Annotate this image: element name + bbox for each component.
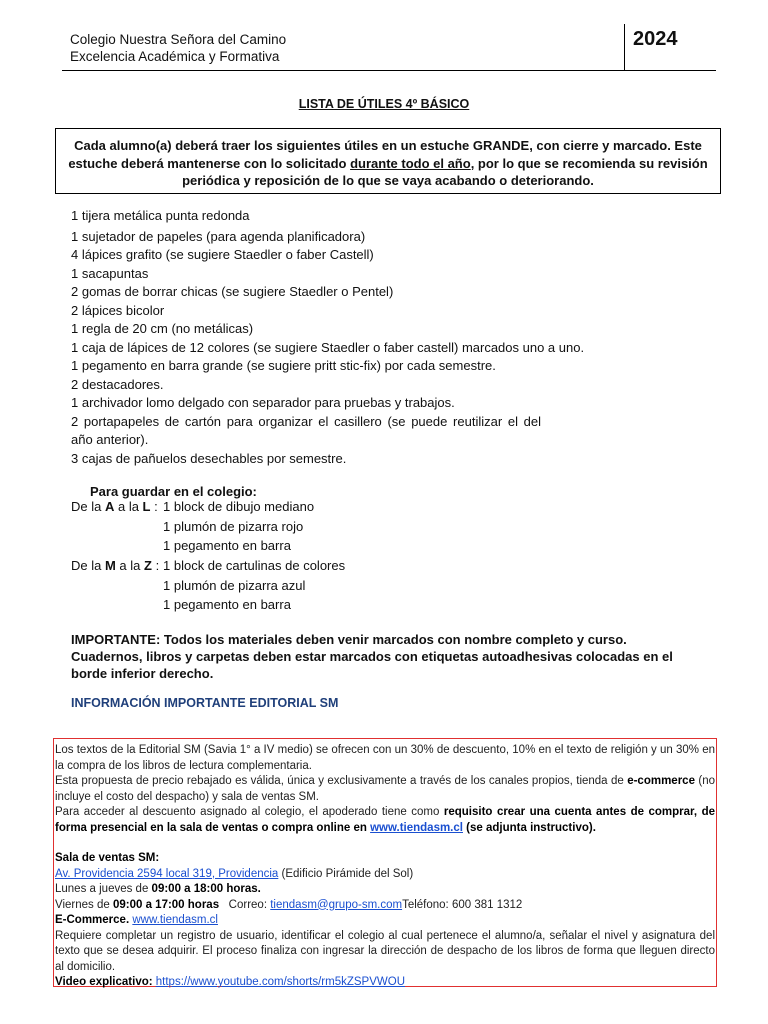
text: Lunes a jueves de: [55, 883, 152, 895]
intro-text-part2: , por lo que se recomienda su revisión periódica y reposición de lo que se vaya acabando o deteriorando.: [182, 155, 708, 188]
text-bold: 09:00 a 17:00 horas: [112, 898, 220, 911]
text: Para acceder al descuento asignado al colegio, el apoderado tiene como: [55, 806, 444, 818]
list-item: 1 sacapuntas: [71, 265, 149, 281]
phone-text: Teléfono: 600 381 1312: [402, 898, 523, 911]
intro-text-part1: Cada alumno(a) deberá traer los siguientes útiles en un estuche GRANDE, con cierre y marcado. Este estuche deberá mantenerse con lo solicitado: [68, 138, 702, 171]
storage-title: Para guardar en el colegio:: [90, 484, 257, 499]
header-divider: [62, 70, 716, 71]
sales-room-title: Sala de ventas SM:: [55, 852, 160, 864]
intro-text-underlined: durante todo el año: [350, 155, 471, 171]
important-notice: [71, 631, 711, 682]
editorial-paragraph-channels: [55, 774, 715, 805]
important-line2: Cuadernos, libros y carpetas deben estar marcados con etiquetas autoadhesivas colocadas en el borde inferior derecho.: [71, 649, 673, 681]
list-item: 1 pegamento en barra grande (se sugiere pritt stic-fix) por cada semestre.: [71, 358, 496, 373]
list-item: 2 portapapeles de cartón para organizar el casillero (se puede reutilizar el del año anterior).: [71, 413, 541, 447]
group-label-text: De la: [71, 558, 105, 573]
important-line1: IMPORTANTE: Todos los materiales deben venir marcados con nombre completo y curso.: [71, 632, 627, 647]
text-bold: 09:00 a 18:00 horas.: [151, 883, 261, 895]
text: Viernes de: [55, 898, 113, 911]
hours-friday: [55, 898, 715, 914]
group-label-text: :: [150, 499, 158, 514]
hours-weekdays: [55, 882, 715, 898]
text-bold: E-Commerce.: [55, 914, 133, 926]
text: (Edificio Pirámide del Sol): [278, 867, 414, 880]
text-bold: e-commerce: [627, 775, 695, 787]
list-item: 1 tijera metálica punta redonda: [71, 208, 250, 223]
sales-room-address: [55, 867, 715, 883]
list-item: 2 lápices bicolor: [71, 302, 165, 318]
list-item: 1 caja de lápices de 12 colores (se sugiere Staedler o faber castell) marcados uno a uno.: [71, 339, 585, 355]
list-item: 3 cajas de pañuelos desechables por semestre.: [71, 450, 347, 466]
group-letter: L: [142, 499, 151, 514]
school-motto: Excelencia Académica y Formativa: [70, 49, 280, 64]
ecommerce-link[interactable]: www.tiendasm.cl: [132, 914, 218, 926]
list-item: 1 block de dibujo mediano: [163, 499, 315, 514]
list-item: 1 sujetador de papeles (para agenda planificadora): [71, 228, 366, 244]
list-item: 1 pegamento en barra: [163, 597, 291, 612]
text: Correo:: [219, 898, 271, 911]
page-title: LISTA DE ÚTILES 4º BÁSICO: [298, 97, 470, 111]
group-label-text: a la: [114, 499, 143, 514]
address-link[interactable]: Av. Providencia 2594 local 319, Providencia: [55, 867, 279, 880]
text-bold: (se adjunta instructivo).: [462, 821, 596, 834]
group-letter: M: [104, 558, 116, 573]
editorial-paragraph-discount: Los textos de la Editorial SM (Savia 1° a IV medio) se ofrecen con un 30% de descuento, 10% en el texto de religión y un 30% en la compra de los libros de lectura complementaria.: [55, 744, 715, 772]
video-link[interactable]: https://www.youtube.com/shorts/rm5kZSPVWOU: [155, 976, 406, 988]
video-line: [55, 975, 715, 991]
spacer: [55, 836, 715, 851]
list-item: 1 plumón de pizarra azul: [163, 578, 306, 593]
text: (no incluye el costo del despacho) y sala de ventas SM.: [55, 775, 716, 803]
year-label: 2024: [633, 28, 678, 50]
tiendasm-link[interactable]: www.tiendasm.cl: [370, 821, 463, 834]
school-name: Colegio Nuestra Señora del Camino: [70, 32, 287, 47]
editorial-paragraph-process: Requiere completar un registro de usuario, identificar el colegio al cual pertenece el alumno/a, señalar el nivel y asignatura del texto que se desea adquirir. El proceso finaliza con ingresar la dirección de despacho de los libros de forma que lleguen directo al domicilio.: [55, 929, 715, 973]
email-link[interactable]: tiendasm@grupo-sm.com: [270, 898, 403, 911]
text-bold: requisito crear una cuenta antes de comprar, de forma presencial en la sala de ventas o compra online en: [55, 806, 715, 834]
intro-box: [55, 128, 721, 194]
group-label-text: :: [151, 558, 160, 573]
list-item: 1 plumón de pizarra rojo: [163, 519, 304, 534]
list-item: 4 lápices grafito (se sugiere Staedler o faber Castell): [71, 247, 374, 262]
editorial-paragraph-requirement: [55, 805, 715, 836]
ecommerce-line: [55, 913, 715, 929]
list-item: 2 destacadores.: [71, 376, 164, 392]
group-label-m-z: [71, 558, 159, 573]
list-item: 1 archivador lomo delgado con separador para pruebas y trabajos.: [71, 395, 455, 410]
editorial-title: INFORMACIÓN IMPORTANTE EDITORIAL SM: [71, 696, 339, 710]
group-label-text: a la: [115, 558, 144, 573]
list-item: 1 block de cartulinas de colores: [163, 558, 346, 573]
supplies-list: [71, 207, 584, 468]
editorial-info-box: [53, 738, 717, 987]
text-bold: Video explicativo:: [55, 976, 156, 988]
group-letter: Z: [144, 558, 152, 573]
header-divider-vertical: [624, 24, 625, 71]
group-label-text: De la: [71, 499, 105, 514]
list-item: 2 gomas de borrar chicas (se sugiere Staedler o Pentel): [71, 284, 394, 299]
list-item: 1 pegamento en barra: [163, 538, 291, 553]
group-letter: A: [104, 499, 115, 514]
school-header: [70, 31, 286, 65]
list-item: 1 regla de 20 cm (no metálicas): [71, 321, 254, 336]
text: Esta propuesta de precio rebajado es válida, única y exclusivamente a través de los canales propios, tienda de: [55, 775, 628, 787]
group-label-a-l: [71, 499, 158, 514]
